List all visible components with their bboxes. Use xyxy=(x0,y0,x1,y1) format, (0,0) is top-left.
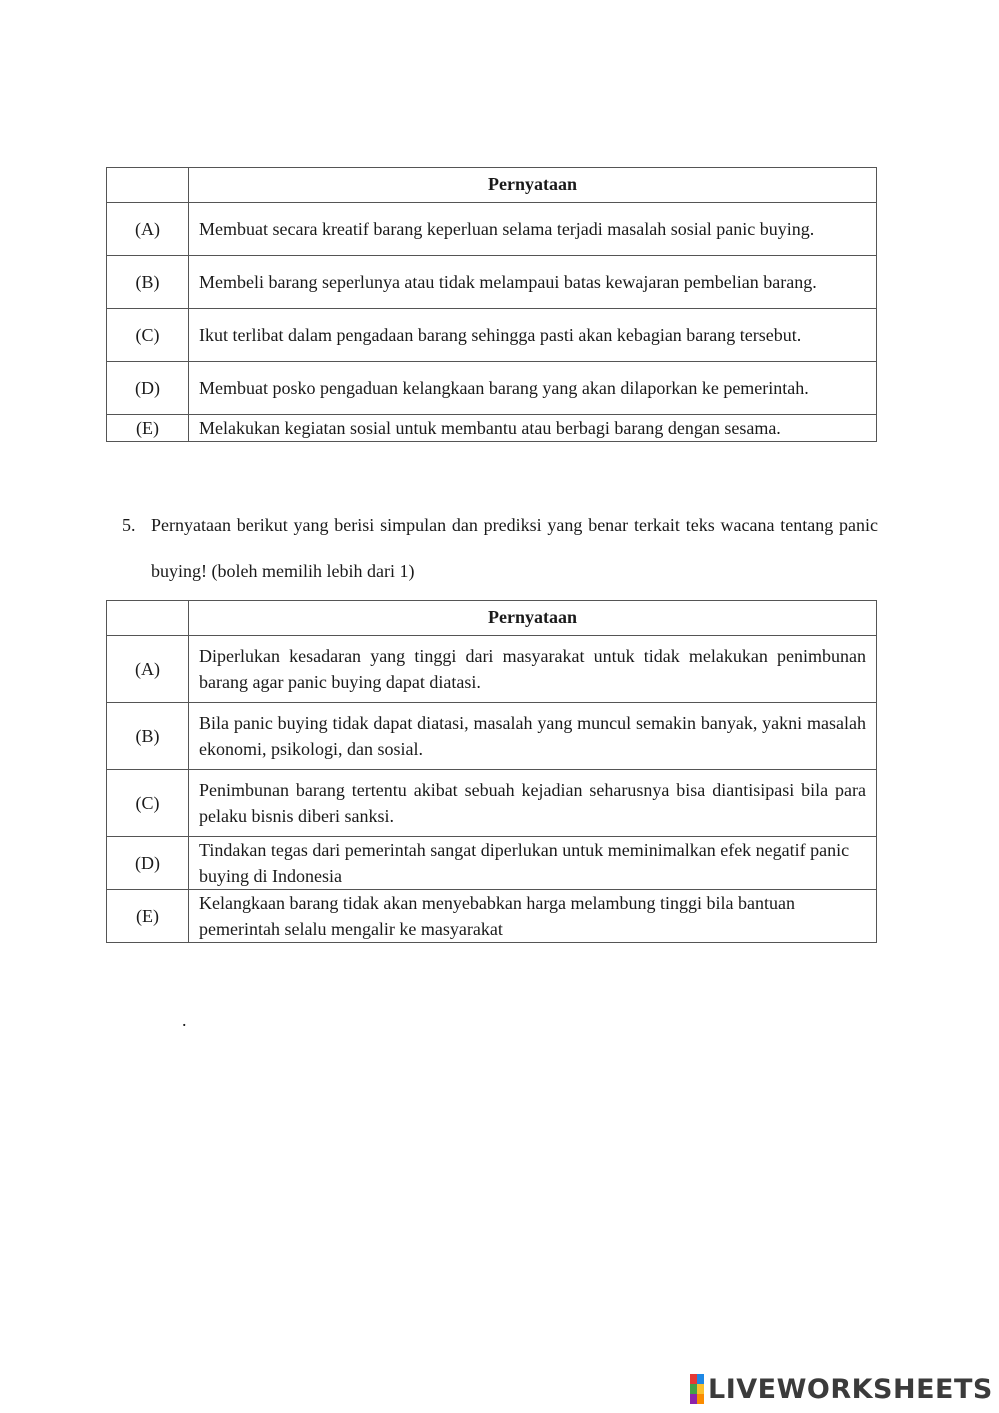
option-text[interactable]: Ikut terlibat dalam pengadaan barang sehingga pasti akan kebagian barang tersebut. xyxy=(189,309,877,362)
option-label[interactable]: (D) xyxy=(107,837,189,890)
option-text[interactable]: Tindakan tegas dari pemerintah sangat diperlukan untuk meminimalkan efek negatif panic buying di Indonesia xyxy=(189,837,877,890)
option-text[interactable]: Kelangkaan barang tidak akan menyebabkan harga melambung tinggi bila bantuan pemerintah selalu mengalir ke masyarakat xyxy=(189,890,877,943)
stray-mark: . xyxy=(182,1010,187,1030)
option-text[interactable]: Diperlukan kesadaran yang tinggi dari masyarakat untuk tidak melakukan penimbunan barang agar panic buying dapat diatasi. xyxy=(189,636,877,703)
option-label[interactable]: (A) xyxy=(107,203,189,256)
table-row[interactable] xyxy=(107,415,877,442)
option-text[interactable]: Penimbunan barang tertentu akibat sebuah kejadian seharusnya bisa diantisipasi bila para pelaku bisnis diberi sanksi. xyxy=(189,770,877,837)
logo-block xyxy=(697,1394,704,1404)
statement-table-1 xyxy=(106,167,877,442)
logo-block xyxy=(697,1384,704,1394)
option-label[interactable]: (C) xyxy=(107,770,189,837)
table-row[interactable] xyxy=(107,837,877,890)
liveworksheets-logo-icon xyxy=(690,1374,704,1404)
statement-table-2 xyxy=(106,600,877,943)
table-row[interactable] xyxy=(107,636,877,703)
option-text[interactable]: Membuat secara kreatif barang keperluan selama terjadi masalah sosial panic buying. xyxy=(189,203,877,256)
logo-text: LIVEWORKSHEETS xyxy=(708,1373,993,1405)
table-row[interactable] xyxy=(107,703,877,770)
question-number: 5. xyxy=(122,515,136,535)
table-row[interactable] xyxy=(107,362,877,415)
option-text[interactable]: Membuat posko pengaduan kelangkaan barang yang akan dilaporkan ke pemerintah. xyxy=(189,362,877,415)
table-row[interactable] xyxy=(107,309,877,362)
option-label[interactable]: (C) xyxy=(107,309,189,362)
option-label[interactable]: (E) xyxy=(107,415,189,442)
option-text[interactable]: Bila panic buying tidak dapat diatasi, masalah yang muncul semakin banyak, yakni masalah ekonomi, psikologi, dan sosial. xyxy=(189,703,877,770)
option-label[interactable]: (B) xyxy=(107,256,189,309)
logo-block xyxy=(690,1384,697,1394)
option-label[interactable]: (B) xyxy=(107,703,189,770)
option-label[interactable]: (D) xyxy=(107,362,189,415)
option-label[interactable]: (A) xyxy=(107,636,189,703)
option-label[interactable]: (E) xyxy=(107,890,189,943)
liveworksheets-logo xyxy=(690,1372,993,1406)
table-row[interactable] xyxy=(107,203,877,256)
logo-block xyxy=(690,1374,697,1384)
question-5 xyxy=(122,502,878,594)
logo-block xyxy=(697,1374,704,1384)
table-header-row xyxy=(107,168,877,203)
table-header-statement: Pernyataan xyxy=(189,601,877,636)
table-row[interactable] xyxy=(107,770,877,837)
question-text: Pernyataan berikut yang berisi simpulan dan prediksi yang benar terkait teks wacana tentang panic buying! (boleh memilih lebih dari 1) xyxy=(151,515,878,581)
table-header-empty xyxy=(107,168,189,203)
option-text[interactable]: Melakukan kegiatan sosial untuk membantu atau berbagi barang dengan sesama. xyxy=(189,415,877,442)
logo-block xyxy=(690,1394,697,1404)
table-header-row xyxy=(107,601,877,636)
table-row[interactable] xyxy=(107,256,877,309)
table-header-empty xyxy=(107,601,189,636)
option-text[interactable]: Membeli barang seperlunya atau tidak melampaui batas kewajaran pembelian barang. xyxy=(189,256,877,309)
table-row[interactable] xyxy=(107,890,877,943)
table-header-statement: Pernyataan xyxy=(189,168,877,203)
